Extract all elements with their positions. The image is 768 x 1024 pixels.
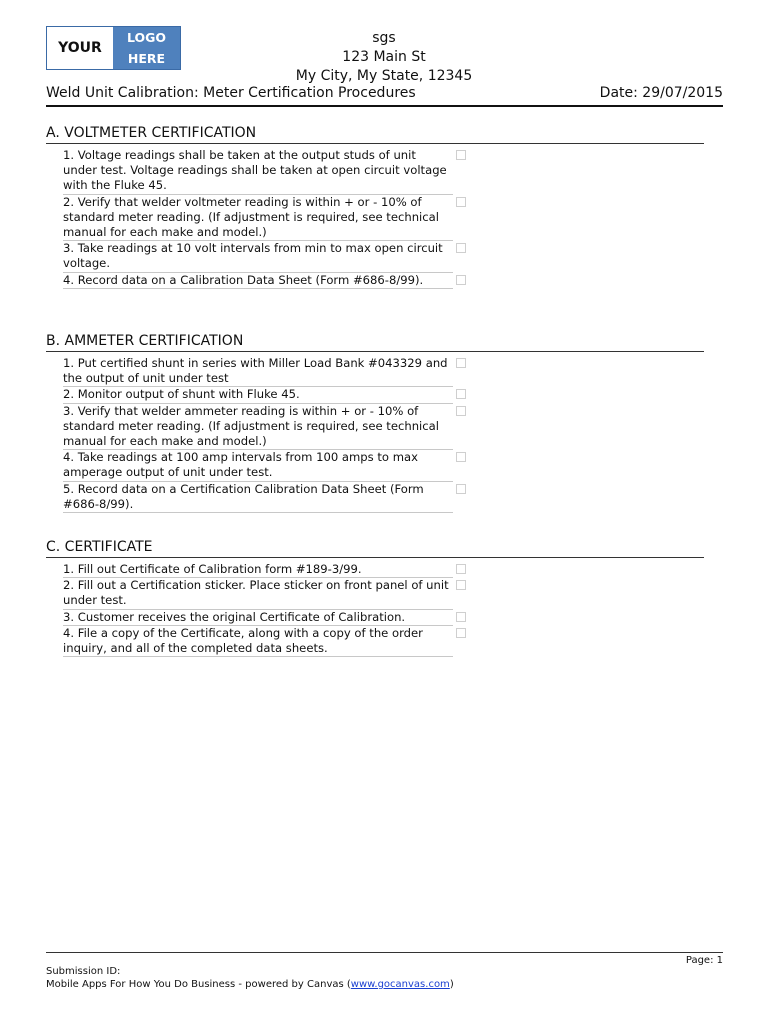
section-heading: B. AMMETER CERTIFICATION bbox=[46, 331, 704, 352]
checkbox[interactable] bbox=[456, 243, 466, 253]
checkbox[interactable] bbox=[456, 580, 466, 590]
checkbox[interactable] bbox=[456, 389, 466, 399]
checklist-item bbox=[46, 356, 704, 387]
checklist-item bbox=[46, 482, 704, 513]
checklist-item bbox=[46, 404, 704, 451]
checklist-item-text: 3. Take readings at 10 volt intervals from min to max open circuit voltage. bbox=[63, 241, 453, 272]
section-ammeter bbox=[46, 331, 704, 513]
powered-by-line bbox=[46, 979, 454, 991]
company-address-block bbox=[0, 29, 768, 86]
footer-divider bbox=[46, 952, 723, 953]
checkbox[interactable] bbox=[456, 150, 466, 160]
checklist-item-text: 2. Monitor output of shunt with Fluke 45. bbox=[63, 387, 453, 403]
checklist-item bbox=[46, 610, 704, 626]
checklist-item-text: 4. File a copy of the Certificate, along with a copy of the order inquiry, and all of the completed data sheets. bbox=[63, 626, 453, 657]
title-divider bbox=[46, 105, 723, 107]
checkbox[interactable] bbox=[456, 484, 466, 494]
powered-by-suffix: ) bbox=[449, 979, 454, 990]
gocanvas-link[interactable]: www.gocanvas.com bbox=[350, 979, 450, 990]
checklist-item-text: 1. Voltage readings shall be taken at the output studs of unit under test. Voltage readings shall be taken at open circuit voltage with the Fluke 45. bbox=[63, 148, 453, 195]
checklist-item-text: 4. Take readings at 100 amp intervals from 100 amps to max amperage output of unit under test. bbox=[63, 450, 453, 481]
checkbox[interactable] bbox=[456, 197, 466, 207]
checklist-item bbox=[46, 562, 704, 578]
checklist-item-text: 5. Record data on a Certification Calibration Data Sheet (Form #686-8/99). bbox=[63, 482, 453, 513]
checkbox[interactable] bbox=[456, 452, 466, 462]
page-number: Page: 1 bbox=[685, 955, 723, 966]
checkbox[interactable] bbox=[456, 628, 466, 638]
powered-by-text: Mobile Apps For How You Do Business - powered by Canvas ( bbox=[46, 979, 351, 990]
checkbox[interactable] bbox=[456, 358, 466, 368]
checklist-item bbox=[46, 195, 704, 242]
checklist bbox=[46, 356, 704, 513]
checklist-item-text: 2. Fill out a Certification sticker. Place sticker on front panel of unit under test. bbox=[63, 578, 453, 609]
company-address-line2: My City, My State, 12345 bbox=[295, 68, 473, 84]
company-name: sgs bbox=[372, 30, 396, 46]
checklist-item bbox=[46, 387, 704, 403]
logo-right-line1: LOGO bbox=[126, 30, 167, 45]
checkbox[interactable] bbox=[456, 564, 466, 574]
document-title: Weld Unit Calibration: Meter Certification Procedures bbox=[46, 85, 416, 101]
checklist-item bbox=[46, 578, 704, 609]
section-certificate bbox=[46, 537, 704, 657]
company-address-line1: 123 Main St bbox=[342, 49, 426, 65]
logo-left-text: YOUR bbox=[47, 27, 113, 69]
document-title-row bbox=[46, 85, 723, 105]
checkbox[interactable] bbox=[456, 612, 466, 622]
checklist-item-text: 1. Put certified shunt in series with Miller Load Bank #043329 and the output of unit under test bbox=[63, 356, 453, 387]
checklist-item-text: 3. Customer receives the original Certificate of Calibration. bbox=[63, 610, 453, 626]
checklist-item bbox=[46, 241, 704, 272]
checklist-item-text: 3. Verify that welder ammeter reading is within + or - 10% of standard meter reading. (If adjustment is required, see technical manual for each make and model.) bbox=[63, 404, 453, 451]
checklist-item bbox=[46, 450, 704, 481]
document-date: Date: 29/07/2015 bbox=[599, 85, 723, 101]
checkbox[interactable] bbox=[456, 275, 466, 285]
checklist-item-text: 1. Fill out Certificate of Calibration form #189-3/99. bbox=[63, 562, 453, 578]
section-heading: A. VOLTMETER CERTIFICATION bbox=[46, 123, 704, 144]
checklist bbox=[46, 148, 704, 289]
checklist-item bbox=[46, 626, 704, 657]
submission-id: Submission ID: bbox=[46, 966, 121, 977]
logo-right-line2: HERE bbox=[127, 51, 166, 66]
checklist-item bbox=[46, 273, 704, 289]
checklist bbox=[46, 562, 704, 657]
section-heading: C. CERTIFICATE bbox=[46, 537, 704, 558]
checklist-item-text: 4. Record data on a Calibration Data Sheet (Form #686-8/99). bbox=[63, 273, 453, 289]
checklist-item bbox=[46, 148, 704, 195]
checklist-item-text: 2. Verify that welder voltmeter reading is within + or - 10% of standard meter reading. (If adjustment is required, see technical manual for each make and model.) bbox=[63, 195, 453, 242]
section-voltmeter bbox=[46, 123, 704, 289]
checkbox[interactable] bbox=[456, 406, 466, 416]
